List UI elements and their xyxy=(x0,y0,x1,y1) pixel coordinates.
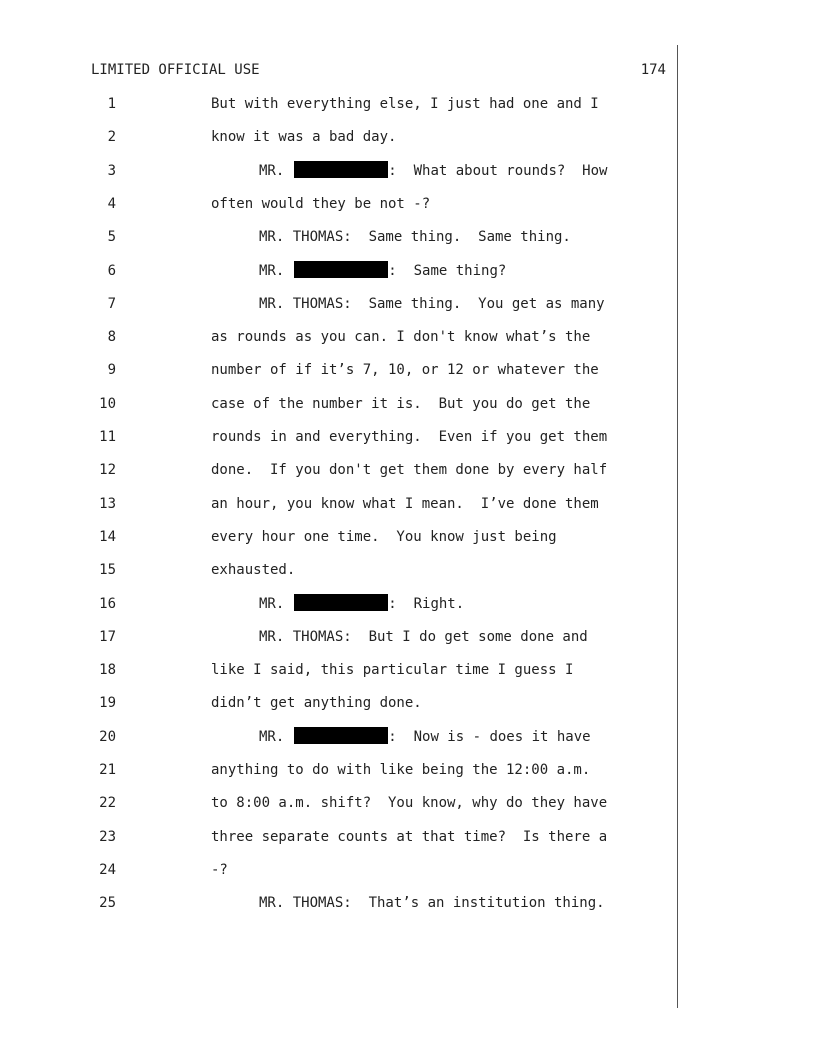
speech-text: three separate counts at that time? Is there a xyxy=(211,828,608,845)
line-number: 17 xyxy=(99,628,116,645)
transcript-line xyxy=(0,660,816,680)
line-text xyxy=(211,460,607,480)
line-text xyxy=(259,261,506,281)
speech-text: as rounds as you can. I don't know what’s the xyxy=(211,329,591,346)
transcript-line xyxy=(0,860,816,880)
line-number: 1 xyxy=(107,96,116,112)
speech-text: know it was a bad day. xyxy=(211,129,397,146)
line-text xyxy=(211,693,422,713)
speech-text: MR. THOMAS: Same thing. You get as many xyxy=(259,295,605,312)
page-number: 174 xyxy=(640,62,666,78)
line-text xyxy=(211,827,607,847)
transcript-line xyxy=(0,94,816,114)
line-text xyxy=(211,527,557,547)
transcript-line xyxy=(0,227,816,247)
line-text xyxy=(211,760,590,780)
line-text xyxy=(211,860,228,880)
line-number: 9 xyxy=(107,362,116,379)
speech-text: number of if it’s 7, 10, or 12 or whatever the xyxy=(211,362,599,379)
line-number: 19 xyxy=(99,695,116,712)
line-number: 24 xyxy=(99,861,116,878)
line-number: 22 xyxy=(99,795,116,812)
line-number: 6 xyxy=(107,262,116,279)
transcript-line xyxy=(0,360,816,380)
transcript-line xyxy=(0,460,816,480)
line-text xyxy=(211,360,599,380)
line-number: 4 xyxy=(107,195,116,212)
redaction-block xyxy=(294,727,388,744)
line-text xyxy=(211,394,590,414)
speech-text: often would they be not -? xyxy=(211,195,431,212)
transcript-line xyxy=(0,527,816,547)
transcript-line xyxy=(0,494,816,514)
speech-text: rounds in and everything. Even if you get them xyxy=(211,429,608,445)
line-text xyxy=(211,327,590,347)
transcript-line xyxy=(0,127,816,147)
line-text xyxy=(259,294,605,314)
speech-text: like I said, this particular time I guess I xyxy=(211,662,574,679)
transcript-line xyxy=(0,327,816,347)
speech-text: MR. THOMAS: That’s an institution thing. xyxy=(259,895,605,912)
transcript-line xyxy=(0,693,816,713)
transcript-line xyxy=(0,760,816,780)
transcript-line xyxy=(0,627,816,647)
transcript-line xyxy=(0,827,816,847)
speech-text: anything to do with like being the 12:00 a.m. xyxy=(211,762,591,778)
line-number: 25 xyxy=(99,895,116,912)
speaker-prefix: MR. xyxy=(259,262,285,279)
speech-text: But with everything else, I just had one and I xyxy=(211,96,599,112)
line-text xyxy=(211,194,430,214)
line-number: 12 xyxy=(99,462,116,479)
speech-text: : Right. xyxy=(388,595,465,612)
line-number: 10 xyxy=(99,395,116,412)
line-number: 7 xyxy=(107,295,116,312)
line-number: 2 xyxy=(107,129,116,146)
line-text xyxy=(211,560,295,580)
speech-text: didn’t get anything done. xyxy=(211,695,422,712)
line-number: 14 xyxy=(99,528,116,545)
transcript-line xyxy=(0,893,816,913)
line-number: 23 xyxy=(99,828,116,845)
speech-text: : Now is - does it have xyxy=(388,728,591,745)
transcript-line xyxy=(0,394,816,414)
speech-text: : What about rounds? How xyxy=(388,162,608,179)
line-number: 18 xyxy=(99,662,116,679)
speaker-prefix: MR. xyxy=(259,728,285,745)
line-text xyxy=(259,161,607,181)
line-number: 5 xyxy=(107,229,116,246)
line-number: 3 xyxy=(107,162,116,179)
transcript-line xyxy=(0,560,816,580)
line-text xyxy=(211,793,607,813)
redaction-block xyxy=(294,594,388,611)
speech-text: MR. THOMAS: But I do get some done and xyxy=(259,628,588,645)
line-number: 8 xyxy=(107,329,116,346)
line-text xyxy=(259,627,588,647)
redaction-block xyxy=(294,261,388,278)
transcript-line xyxy=(0,727,816,747)
transcript-line xyxy=(0,161,816,181)
classification-header: LIMITED OFFICIAL USE xyxy=(91,62,260,78)
line-text xyxy=(259,727,591,747)
speaker-prefix: MR. xyxy=(259,595,285,612)
line-text xyxy=(211,127,396,147)
line-number: 21 xyxy=(99,762,116,778)
line-number: 15 xyxy=(99,562,116,579)
transcript-line xyxy=(0,194,816,214)
line-number: 16 xyxy=(99,595,116,612)
speech-text: : Same thing? xyxy=(388,262,507,279)
line-text xyxy=(211,494,599,514)
line-number: 13 xyxy=(99,495,116,512)
line-number: 11 xyxy=(99,429,116,445)
speech-text: to 8:00 a.m. shift? You know, why do they have xyxy=(211,795,608,812)
line-text xyxy=(259,893,605,913)
speech-text: done. If you don't get them done by every half xyxy=(211,462,608,479)
speaker-prefix: MR. xyxy=(259,162,285,179)
transcript-line xyxy=(0,594,816,614)
transcript-line xyxy=(0,427,816,447)
redaction-block xyxy=(294,161,388,178)
line-text xyxy=(211,94,599,114)
line-number: 20 xyxy=(99,728,116,745)
speech-text: -? xyxy=(211,861,228,878)
speech-text: an hour, you know what I mean. I’ve done them xyxy=(211,495,599,512)
speech-text: every hour one time. You know just being xyxy=(211,528,557,545)
line-text xyxy=(211,660,573,680)
speech-text: exhausted. xyxy=(211,562,296,579)
line-text xyxy=(259,594,464,614)
transcript-line xyxy=(0,261,816,281)
speech-text: case of the number it is. But you do get the xyxy=(211,395,591,412)
line-text xyxy=(259,227,571,247)
speech-text: MR. THOMAS: Same thing. Same thing. xyxy=(259,229,571,246)
transcript-line xyxy=(0,793,816,813)
line-text xyxy=(211,427,607,447)
transcript-line xyxy=(0,294,816,314)
